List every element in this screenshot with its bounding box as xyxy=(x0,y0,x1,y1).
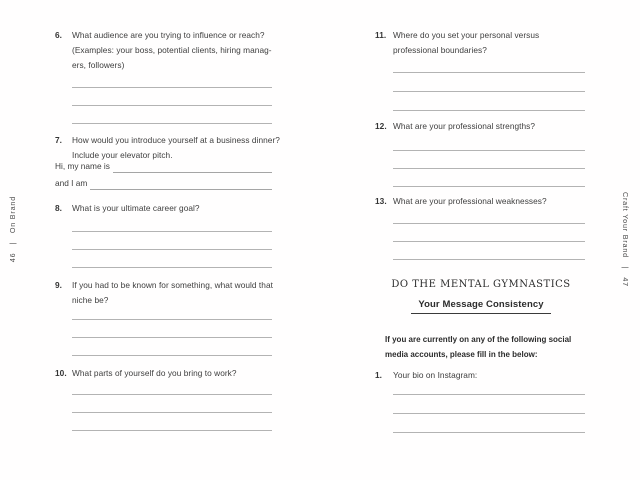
question-number: 12. xyxy=(375,121,387,131)
answer-line xyxy=(72,338,272,356)
question-number: 10. xyxy=(55,368,67,378)
fill-in-line xyxy=(90,189,272,190)
question-text: What is your ultimate career goal? xyxy=(72,203,200,213)
answer-line xyxy=(72,250,272,268)
answer-line xyxy=(72,70,272,88)
question-number: 9. xyxy=(55,280,63,290)
answer-line xyxy=(72,88,272,106)
answer-lines-q6 xyxy=(72,70,272,124)
question-number: 13. xyxy=(375,196,387,206)
answer-line xyxy=(393,224,585,242)
fill-in-label: and I am xyxy=(55,178,88,188)
question-text: What are your professional strengths? xyxy=(393,121,536,131)
answer-line xyxy=(72,232,272,250)
question-text: If you had to be known for something, what would that niche be? xyxy=(72,280,273,305)
answer-lines-q10 xyxy=(72,377,272,431)
answer-line xyxy=(393,73,585,92)
right-page xyxy=(375,0,587,480)
answer-line xyxy=(393,242,585,260)
answer-lines-q11 xyxy=(393,54,585,111)
answer-line xyxy=(72,377,272,395)
fill-in-row-name xyxy=(55,160,272,173)
answer-lines-q8 xyxy=(72,214,272,268)
question-12 xyxy=(375,119,587,134)
section-intro: If you are currently on any of the following social media accounts, please fill in the below: xyxy=(385,335,572,359)
answer-line xyxy=(393,376,585,395)
answer-line xyxy=(393,151,585,169)
fill-in-label: Hi, my name is xyxy=(55,161,110,171)
left-spine-label: 46 | On Brand xyxy=(8,196,17,263)
answer-line xyxy=(393,169,585,187)
question-text: Where do you set your personal versus professional boundaries? xyxy=(393,30,540,55)
question-number: 6. xyxy=(55,30,63,40)
answer-line xyxy=(72,302,272,320)
answer-line xyxy=(393,395,585,414)
answer-line xyxy=(72,395,272,413)
fill-in-line xyxy=(113,172,272,173)
answer-line xyxy=(72,214,272,232)
answer-line xyxy=(72,413,272,431)
item-number: 1. xyxy=(375,370,383,380)
section-title: DO THE MENTAL GYMNASTICS xyxy=(391,279,571,290)
question-text: What audience are you trying to influence or reach? (Examples: your boss, potential clients, hiring manag- ers, followers) xyxy=(72,30,272,70)
answer-line xyxy=(72,106,272,124)
answer-line xyxy=(393,414,585,433)
right-spine-label: Craft Your Brand | 47 xyxy=(621,192,630,287)
answer-lines-q9 xyxy=(72,302,272,356)
answer-line xyxy=(393,54,585,73)
question-number: 11. xyxy=(375,30,387,40)
question-text: How would you introduce yourself at a business dinner? Include your elevator pitch. xyxy=(72,135,280,160)
question-number: 8. xyxy=(55,203,63,213)
question-number: 7. xyxy=(55,135,63,145)
item-text: Your bio on Instagram: xyxy=(393,370,478,380)
answer-line xyxy=(72,320,272,338)
answer-line xyxy=(393,206,585,224)
answer-line xyxy=(393,92,585,111)
question-text: What are your professional weaknesses? xyxy=(393,196,547,206)
section-subtitle: Your Message Consistency xyxy=(375,294,587,314)
answer-lines-q13 xyxy=(393,206,585,260)
answer-lines-q12 xyxy=(393,133,585,187)
left-page xyxy=(55,0,280,480)
answer-lines-item-1 xyxy=(393,376,585,433)
fill-in-row-iam xyxy=(55,177,272,190)
question-text: What parts of yourself do you bring to work? xyxy=(72,368,237,378)
question-7 xyxy=(55,133,280,163)
answer-line xyxy=(393,133,585,151)
question-6 xyxy=(55,28,280,73)
